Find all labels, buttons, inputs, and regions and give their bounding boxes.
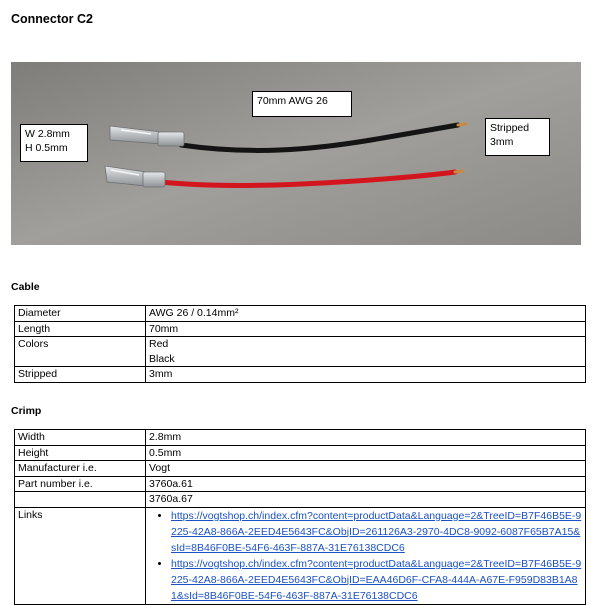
vogtshop-link-1[interactable]: https://vogtshop.ch/index.cfm?content=productData&Language=2&TreeID=B7F46B5E-9225-42A8-866A-2EED4E5643FC&ObjID=261126A3-2970-4DC8-9092-6087F65B7A15&sId=8B46F0BE-54F6-463F-887A-31E76138CDC6 <box>171 509 582 554</box>
table-row <box>15 321 586 337</box>
cell-key: Colors <box>15 337 146 367</box>
crimp-table <box>14 429 586 605</box>
cell-value: AWG 26 / 0.14mm² <box>146 306 586 322</box>
dimension-label: W 2.8mm H 0.5mm <box>20 124 88 162</box>
length-label: 70mm AWG 26 <box>252 91 352 117</box>
cell-value: Vogt <box>146 461 586 477</box>
cable-table <box>14 305 586 383</box>
connector-photo <box>11 62 581 245</box>
cell-value: 3mm <box>146 367 586 383</box>
cell-value: 0.5mm <box>146 445 586 461</box>
cell-key: Height <box>15 445 146 461</box>
red-wire-copper-tip <box>455 171 463 172</box>
cell-key: Links <box>15 507 146 604</box>
cell-value: 3760a.67 <box>146 492 586 508</box>
table-row <box>15 492 586 508</box>
cell-key: Stripped <box>15 367 146 383</box>
cell-value: 3760a.61 <box>146 476 586 492</box>
page-title: Connector C2 <box>11 12 93 26</box>
cell-key: Width <box>15 430 146 446</box>
table-row <box>15 507 586 604</box>
crimp-heading: Crimp <box>11 405 42 417</box>
vogtshop-link-2[interactable]: https://vogtshop.ch/index.cfm?content=productData&Language=2&TreeID=B7F46B5E-9225-42A8-866A-2EED4E5643FC&ObjID=EAA46D6F-CFA8-444A-A67E-F959D83B1A81&sId=8B46F0BE-54F6-463F-887A-31E76138CDC6 <box>171 557 582 602</box>
table-row <box>15 306 586 322</box>
links-list <box>149 508 582 604</box>
table-row <box>15 461 586 477</box>
black-wire-copper-tip <box>458 124 466 125</box>
cell-key: Diameter <box>15 306 146 322</box>
cable-heading: Cable <box>11 281 40 293</box>
table-row <box>15 367 586 383</box>
cell-value: Red Black <box>146 337 586 367</box>
cell-value: 2.8mm <box>146 430 586 446</box>
cell-key: Manufacturer i.e. <box>15 461 146 477</box>
table-row <box>15 476 586 492</box>
cell-key: Part number i.e. <box>15 476 146 492</box>
cell-value: 70mm <box>146 321 586 337</box>
table-row <box>15 337 586 367</box>
links-cell <box>146 507 586 604</box>
cell-key: Length <box>15 321 146 337</box>
table-row <box>15 430 586 446</box>
list-item <box>171 556 582 604</box>
stripped-label: Stripped 3mm <box>485 118 550 156</box>
table-row <box>15 445 586 461</box>
list-item <box>171 508 582 556</box>
cell-key <box>15 492 146 508</box>
